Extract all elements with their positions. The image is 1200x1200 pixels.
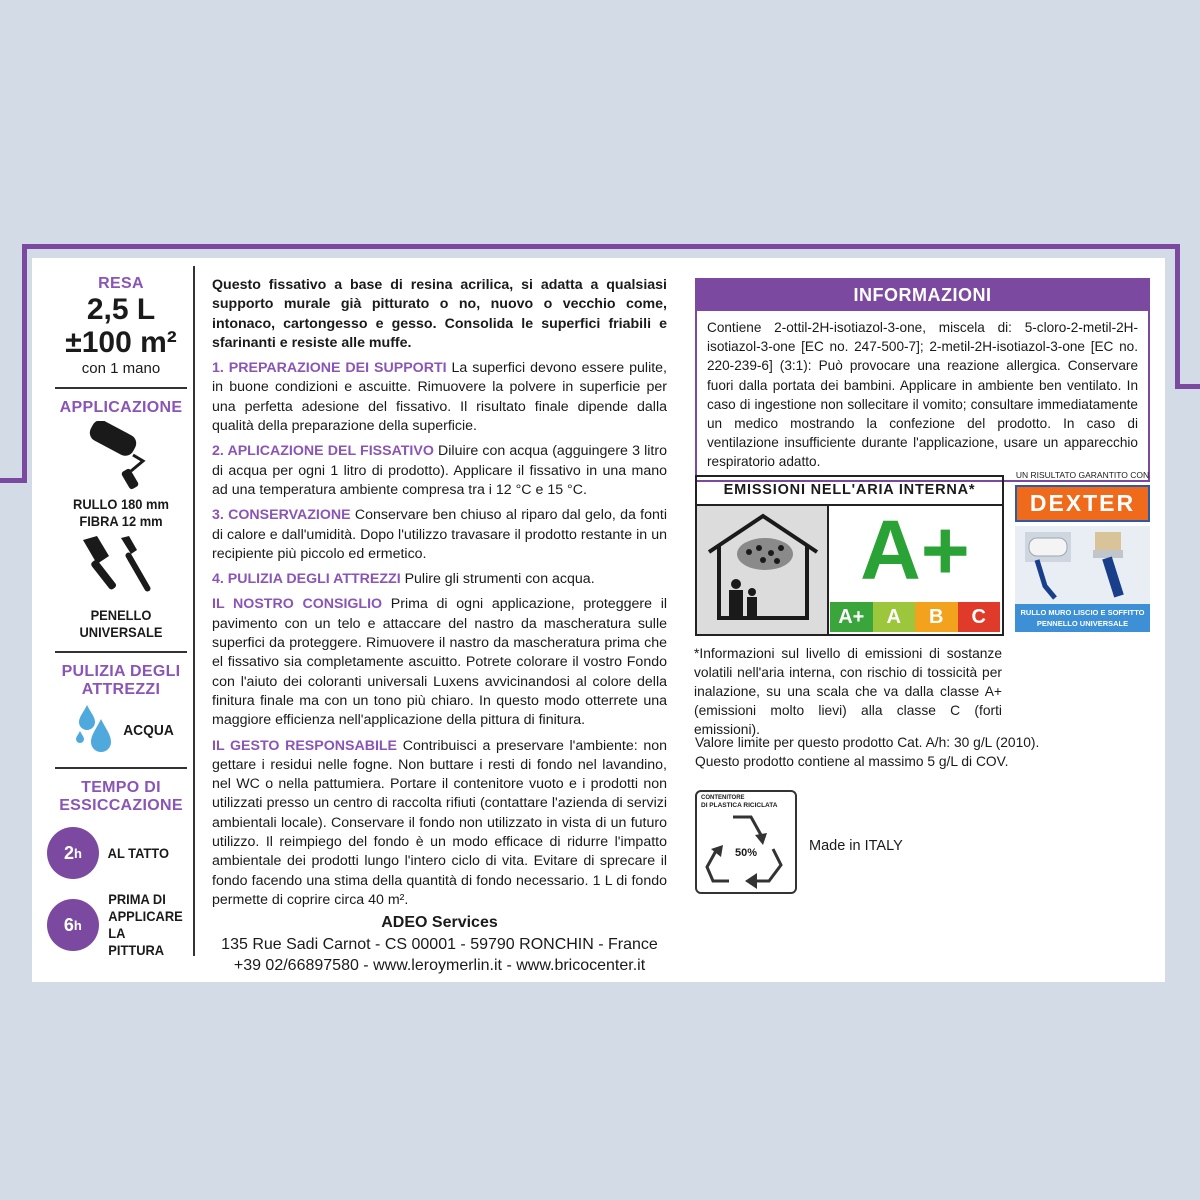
clock-6h-icon — [47, 899, 99, 951]
recycle-percent: 50% — [734, 847, 758, 859]
section-text: Contribuisci a preservare l'ambiente: non gettare i residui nelle fogne. Non buttare i resti di fondo nel lavandino, nel WC o nella pattumiera. Portare il contenitore vuoto e i prodotti non utilizzati presso un centro di raccolta rifiuti (contattare l'azienda di servizi ambientali locale). Conservare il fondo non utilizzato in vista di un futuro utilizzo. Il reimpiego del fondo è un modo efficace di ridurre l'impatto ambientale dei prodotti lungo l'intero ciclo di vita. Evitare di sprecare il fondo facendo una stima della quantità di fondo necessario. 1 L di fondo permette di coprire circa 40 m². — [212, 737, 667, 908]
emissions-note: *Informazioni sul livello di emissioni di sostanze volatili nell'aria interna, con rischio di tossicità per inalazione, su una scala che va dalla classe A+ (emissioni molto lievi) alla classe C (forti emissioni). — [694, 646, 1002, 737]
applicazione-heading: APPLICAZIONE — [59, 399, 183, 416]
company-name: ADEO Services — [381, 914, 498, 932]
divider — [55, 387, 187, 389]
brush-label-1: PENELLO — [90, 607, 152, 623]
frame-line-right-bottom — [1175, 384, 1200, 389]
intro-text: Questo fissativo a base di resina acrilica, si adatta a qualsiasi supporto murale già pitturato o no, nuovo o vecchio come, intonaco, cartongesso e gesso. Consolida le superfici friabili e sfarinanti e resiste alle muffe. — [212, 277, 667, 351]
resa-coverage: ±100 m² — [65, 326, 177, 359]
dexter-product-image — [1015, 526, 1150, 604]
info-heading: INFORMAZIONI — [697, 280, 1148, 311]
recycle-caption-2: DI PLASTICA RICICLATA — [701, 802, 778, 809]
drying-label-line-1: PRIMA DI — [108, 891, 166, 907]
roller-label-2: FIBRA 12 mm — [79, 513, 163, 529]
right-column — [695, 278, 1150, 482]
drying-touch — [47, 827, 187, 879]
recycle-caption-1: CONTENITORE — [701, 795, 745, 801]
drying-label-line-3: LA PITTURA — [108, 925, 164, 958]
section-conservazione — [212, 506, 667, 564]
section-text: Pulire gli strumenti con acqua. — [400, 571, 595, 588]
pulizia-heading-1: PULIZIA DEGLI — [61, 663, 181, 680]
tempo-heading-1: TEMPO DI — [81, 779, 161, 796]
company-block — [212, 912, 667, 977]
drying-label-line-2: APPLICARE — [108, 908, 183, 924]
roller-label-1: RULLO 180 mm — [73, 496, 169, 512]
clock-2h-unit: h — [74, 845, 82, 861]
company-address: 135 Rue Sadi Carnot - CS 00001 - 59790 RONCHIN - France — [221, 935, 658, 953]
tempo-heading-2: ESSICCAZIONE — [59, 797, 183, 814]
recycle-logo — [695, 790, 797, 894]
resa-volume: 2,5 L — [86, 293, 156, 326]
section-consiglio — [212, 595, 667, 730]
emissions-heading: EMISSIONI NELL'ARIA INTERNA* — [697, 477, 1002, 506]
rating-b: B — [915, 602, 958, 632]
resa-heading: RESA — [98, 275, 144, 292]
frame-line-left — [22, 244, 27, 482]
clock-6h-hours: 6 — [63, 914, 74, 935]
section-title: IL NOSTRO CONSIGLIO — [212, 596, 383, 613]
cov-info — [695, 733, 1115, 771]
divider — [55, 767, 187, 769]
emissions-divider — [827, 506, 829, 634]
roller-brush-product-icon — [1015, 526, 1150, 604]
info-box — [695, 278, 1150, 482]
section-pulizia — [212, 570, 667, 589]
water-row — [73, 703, 187, 757]
roller-icon — [55, 421, 187, 496]
grade-big: A+ — [860, 503, 970, 597]
dexter-logo: DEXTER — [1015, 485, 1150, 522]
dexter-caption-2: PENNELLO UNIVERSALE — [1036, 619, 1129, 628]
water-drops-icon — [73, 703, 115, 757]
brush-icon — [55, 534, 187, 601]
cov-line-1: Valore limite per questo prodotto Cat. A/h: 30 g/L (2010). — [695, 735, 1040, 750]
section-gesto — [212, 737, 667, 911]
drying-before-paint-label — [105, 891, 187, 959]
section-preparazione — [212, 359, 667, 436]
pulizia-heading-2: ATTREZZI — [81, 681, 161, 698]
drying-before-paint — [47, 891, 187, 959]
emissions-label — [695, 475, 1004, 636]
section-text: La superfici devono essere pulite, in buone condizioni e ascuitte. Rimuovere la polvere in superficie per una perfetta adesione del fissativo. Il risultato finale dipende dalla qualità della preparazione della superficie. — [212, 360, 667, 435]
brush-label-2: UNIVERSALE — [79, 624, 163, 640]
left-column — [55, 275, 187, 959]
rating-a: A — [873, 602, 916, 632]
clock-6h-unit: h — [73, 917, 82, 933]
column-divider — [193, 266, 195, 956]
rating-scale — [830, 602, 1000, 632]
rating-c: C — [958, 602, 1001, 632]
rating-aplus: A+ — [830, 602, 873, 632]
divider — [55, 651, 187, 653]
section-title: 2. APLICAZIONE DEL FISSATIVO — [212, 443, 434, 460]
section-applicazione — [212, 442, 667, 500]
house-family-icon — [697, 506, 827, 634]
emissions-body — [697, 503, 1002, 634]
cov-line-2: Questo prodotto contiene al massimo 5 g/L di COV. — [695, 754, 1009, 769]
clock-2h-icon — [47, 827, 99, 879]
section-title: IL GESTO RESPONSABILE — [212, 737, 398, 754]
section-text: Diluire con acqua (agguingere 3 litro di acqua per ogni 1 litro di prodotto). Applicare il fissativo in una mano ad una temperatura ambiente compresa tra i 12 °C e 15 °C. — [212, 443, 667, 498]
made-in: Made in ITALY — [809, 838, 903, 854]
section-text: Prima di ogni applicazione, proteggere il pavimento con un telo e attaccare del nastro da mascheratura sulle superfici da proteggere. Rimuovere il nastro da mascheratura prima che el fissativo sia completamente ascuitto. Potrete colorare il vostro Fondo con l'aiuto dei coloranti universali Luxens avvicinandosi al colore della finitura finale ma con un tono più chiaro. In questo modo otterrete una maggiore efficienza nell'applicazione della pittura di finitura. — [212, 596, 667, 729]
dexter-caption-1: RULLO MURO LISCIO E SOFFITTO — [1020, 608, 1145, 617]
middle-column — [212, 276, 667, 977]
dexter-tagline: UN RISULTATO GARANTITO CON — [1015, 470, 1150, 480]
dexter-badge — [1015, 470, 1150, 632]
drying-touch-label: AL TATTO — [107, 844, 169, 861]
resa-coats: con 1 mano — [81, 360, 161, 377]
info-text: Contiene 2-ottil-2H-isotiazol-3-one, miscela di: 5-cloro-2-metil-2H-isotiazol-3-one [EC no. 247-500-7]; 2-metil-2H-isotiazol-3-one [EC no. 220-239-6] (3:1): Può provocare una reazione allergica. Conservare fuori dalla portata dei bambini. Applicare in ambiente ben ventilato. In caso di ingestione non sollecitare il vomito; consultare immediatamente un medico mostrando la confezione del prodotto. In caso di ventilazione insufficiente durante l'applicazione, usare un apparecchio respiratorio adatto. — [707, 320, 1138, 470]
frame-line-top — [22, 244, 1180, 249]
section-text: Conservare ben chiuso al riparo dal gelo, da fonti di calore e dall'umidità. Dopo l'utilizzo travasare il prodotto restante in un recipiente più piccolo ed ermetico. — [212, 507, 667, 562]
dexter-caption — [1015, 604, 1150, 632]
water-label: ACQUA — [123, 721, 174, 739]
company-contacts: +39 02/66897580 - www.leroymerlin.it - www.bricocenter.it — [233, 957, 646, 975]
section-title: 4. PULIZIA DEGLI ATTREZZI — [212, 571, 401, 588]
frame-line-right — [1175, 244, 1180, 388]
frame-line-left-bottom — [0, 478, 27, 483]
section-title: 3. CONSERVAZIONE — [212, 507, 351, 524]
clock-2h-hours: 2 — [64, 842, 75, 863]
section-title: 1. PREPARAZIONE DEI SUPPORTI — [212, 360, 447, 377]
